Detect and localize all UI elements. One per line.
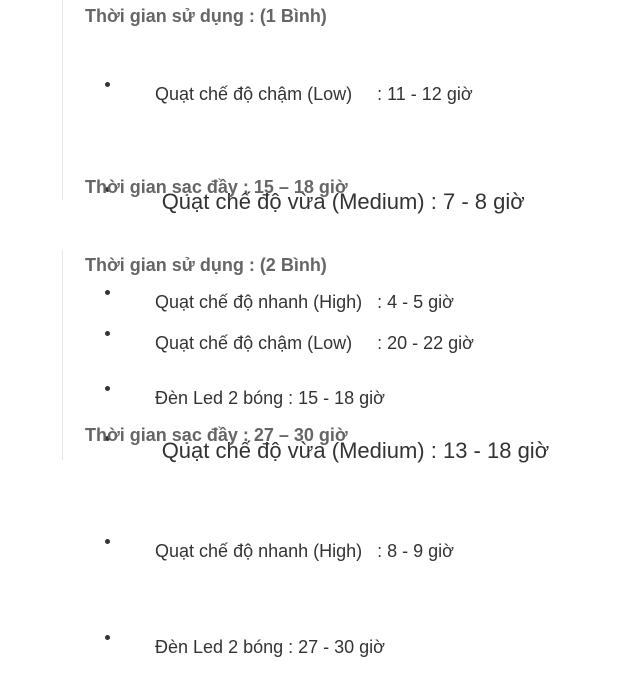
list-item [105, 498, 549, 584]
charge-time-heading: Thời gian sạc đầy : 27 – 30 giờ [85, 425, 348, 445]
usage-time-heading: Thời gian sử dụng : (1 Bình) [85, 6, 327, 26]
list-item [105, 593, 549, 679]
charge-time-heading: Thời gian sạc đầy : 15 – 18 giờ [85, 177, 348, 197]
list-item-text: Quạt chế độ chậm (Low) : 20 - 22 giờ [155, 333, 474, 354]
usage-section-2-bottles [62, 250, 623, 657]
bullet-icon [105, 539, 110, 544]
bullet-icon [105, 635, 110, 640]
list-item-text: Đèn Led 2 bóng : 15 - 18 giờ [155, 387, 385, 408]
list-item-text: Quạt chế độ chậm (Low) : 11 - 12 giờ [155, 84, 473, 105]
bullet-icon [105, 82, 110, 87]
list-item-text: Đèn Led 2 bóng : 27 - 30 giờ [155, 636, 385, 657]
list-item [105, 41, 525, 127]
list-item-text: Quạt chế độ vừa (Medium) : 13 - 18 giờ [161, 438, 550, 464]
list-item-text: Quạt chế độ vừa (Medium) : 7 - 8 giờ [161, 189, 525, 215]
list-item-text: Quạt chế độ nhanh (High) : 8 - 9 giờ [155, 541, 454, 562]
list-item-text: Quạt chế độ nhanh (High) : 4 - 5 giờ [155, 292, 454, 313]
usage-time-heading: Thời gian sử dụng : (2 Bình) [85, 255, 327, 275]
list-item [105, 290, 549, 376]
usage-list [105, 290, 549, 680]
bullet-icon [105, 331, 110, 336]
